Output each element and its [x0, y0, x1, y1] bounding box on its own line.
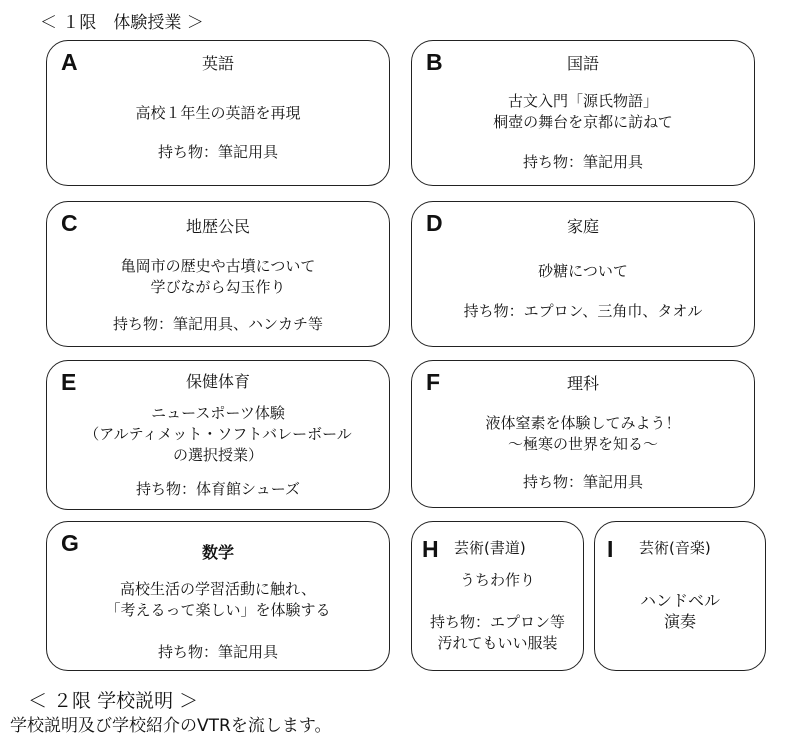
subject-title: 芸術(書道) [454, 539, 526, 557]
items-to-bring: 持ち物：エプロン、三角巾、タオル [463, 302, 703, 320]
description: 液体窒素を体験してみよう！ ～極寒の世界を知る～ [485, 414, 681, 453]
session2-header: ＜ ２限 学校説明 ＞ [28, 690, 199, 712]
items-to-bring: 持ち物：体育館シューズ [136, 480, 300, 498]
box-letter: A [61, 49, 78, 75]
box-letter: B [426, 49, 443, 75]
items-to-bring: 持ち物：筆記用具 [157, 643, 278, 661]
box-letter: F [426, 369, 441, 395]
subject-title: 保健体育 [185, 372, 250, 391]
subject-title: 家庭 [566, 217, 599, 236]
box-b-japanese [411, 40, 755, 186]
box-e-pe [46, 360, 390, 510]
box-letter: E [61, 369, 77, 395]
items-to-bring: 持ち物：筆記用具 [522, 153, 643, 171]
description: 亀岡市の歴史や古墳について 学びながら勾玉作り [120, 257, 316, 296]
description: 高校１年生の英語を再現 [135, 104, 301, 122]
subject-title: 地歴公民 [185, 217, 250, 236]
description: うちわ作り [459, 571, 535, 589]
box-letter: D [426, 210, 443, 236]
subject-title: 芸術(音楽) [639, 539, 711, 557]
items-to-bring: 持ち物：筆記用具 [522, 473, 643, 491]
box-letter: G [61, 530, 79, 556]
session2-description: 学校説明及び学校紹介のVTRを流します。 [10, 716, 332, 736]
subject-title: 英語 [201, 54, 234, 73]
items-to-bring: 持ち物：筆記用具、ハンカチ等 [112, 315, 323, 333]
box-letter: H [422, 536, 439, 562]
subject-title: 数学 [201, 543, 234, 562]
session1-header: ＜ １限 体験授業 ＞ [40, 13, 204, 33]
description: 高校生活の学習活動に触れ、 「考えるって楽しい」を体験する [105, 580, 331, 619]
box-f-science [411, 360, 755, 508]
box-g-math [46, 521, 390, 671]
description: 古文入門「源氏物語」 桐壺の舞台を京都に訪ねて [493, 92, 673, 131]
subject-title: 国語 [566, 54, 599, 73]
description: 砂糖について [538, 262, 628, 280]
box-c-social-studies [46, 201, 390, 347]
box-a-english [46, 40, 390, 186]
items-to-bring: 持ち物：エプロン等 汚れてもいい服装 [429, 613, 565, 652]
description: ハンドベル 演奏 [639, 591, 720, 631]
box-i-music [594, 521, 766, 671]
box-letter: C [61, 210, 78, 236]
box-letter: I [607, 536, 614, 562]
items-to-bring: 持ち物：筆記用具 [157, 143, 278, 161]
box-h-calligraphy [411, 521, 584, 671]
subject-title: 理科 [566, 374, 599, 393]
description: ニュースポーツ体験 （アルティメット・ソフトバレーボール の選択授業） [84, 404, 352, 464]
box-d-home-economics [411, 201, 755, 347]
